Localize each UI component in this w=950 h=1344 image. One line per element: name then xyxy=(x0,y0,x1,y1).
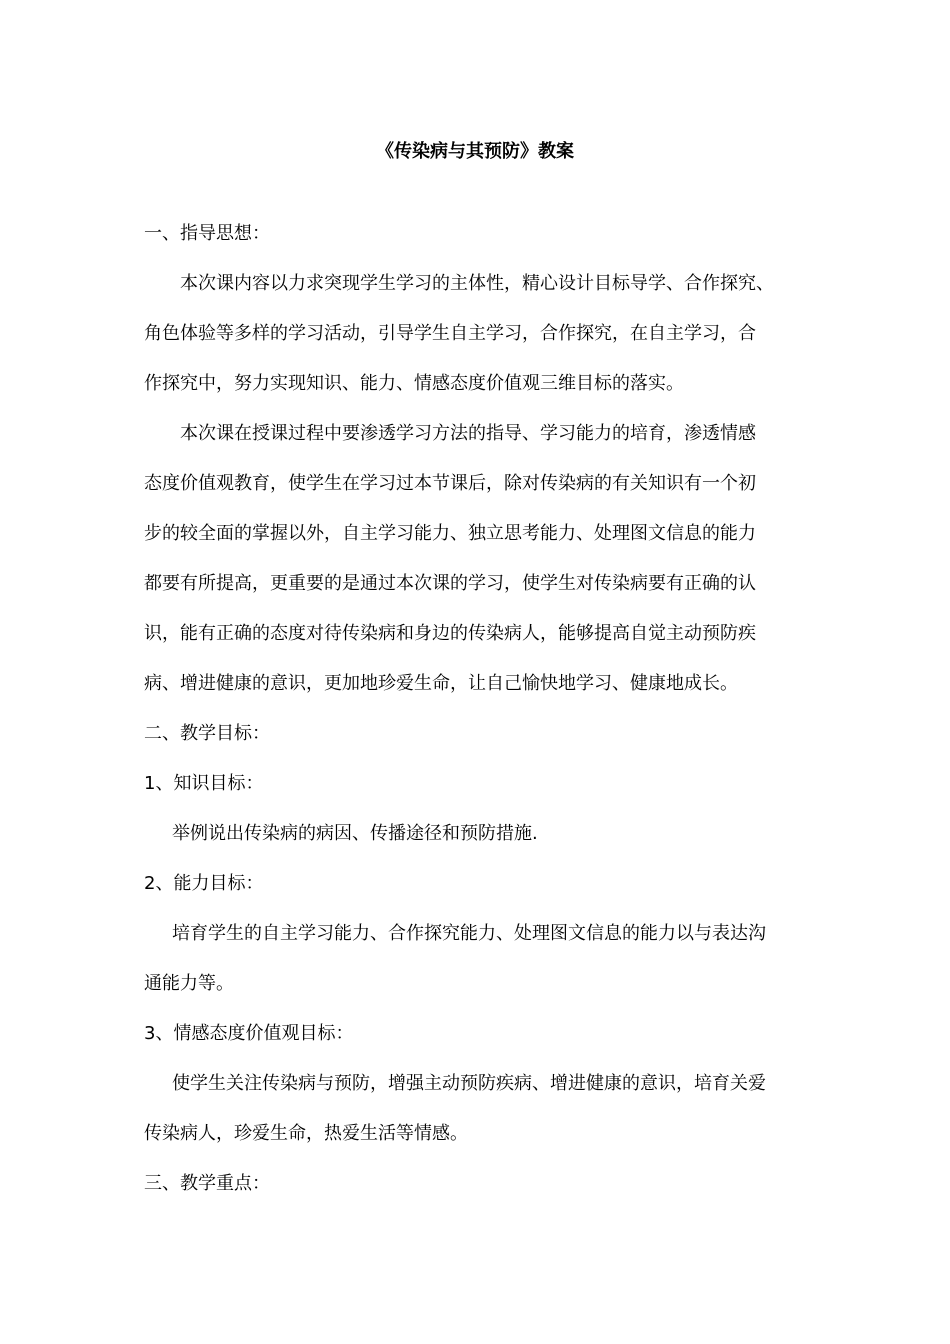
text-line: 举例说出传染病的病因、传播途径和预防措施. xyxy=(172,823,538,844)
subheading-knowledge-goal: 1、知识目标： xyxy=(144,773,264,794)
paragraph-guiding-thought-1 xyxy=(144,259,824,409)
text-line: 病、增进健康的意识，更加地珍爱生命，让自己愉快地学习、健康地成长。 xyxy=(144,673,738,694)
text-line: 都要有所提高，更重要的是通过本次课的学习，使学生对传染病要有正确的认 xyxy=(144,573,756,594)
section-heading-teaching-goals: 二、教学目标： xyxy=(144,723,270,744)
paragraph-knowledge-goal xyxy=(144,809,824,859)
paragraph-guiding-thought-2 xyxy=(144,409,824,709)
text-line: 识，能有正确的态度对待传染病和身边的传染病人，能够提高自觉主动预防疾 xyxy=(144,623,756,644)
text-line: 步的较全面的掌握以外，自主学习能力、独立思考能力、处理图文信息的能力 xyxy=(144,523,756,544)
text-line: 使学生关注传染病与预防，增强主动预防疾病、增进健康的意识，培育关爱 xyxy=(172,1073,766,1094)
text-line: 作探究中，努力实现知识、能力、情感态度价值观三维目标的落实。 xyxy=(144,373,684,394)
text-line: 培育学生的自主学习能力、合作探究能力、处理图文信息的能力以与表达沟 xyxy=(172,923,766,944)
section-heading-teaching-focus: 三、教学重点： xyxy=(144,1173,270,1194)
text-line: 本次课内容以力求突现学生学习的主体性，精心设计目标导学、合作探究、 xyxy=(180,273,774,294)
text-line: 通能力等。 xyxy=(144,973,234,994)
document-body xyxy=(144,209,824,1209)
text-line: 传染病人，珍爱生命，热爱生活等情感。 xyxy=(144,1123,468,1144)
text-line: 角色体验等多样的学习活动，引导学生自主学习，合作探究，在自主学习，合 xyxy=(144,323,756,344)
subheading-attitude-goal: 3、情感态度价值观目标： xyxy=(144,1023,354,1044)
text-line: 本次课在授课过程中要渗透学习方法的指导、学习能力的培育，渗透情感 xyxy=(180,423,756,444)
paragraph-ability-goal xyxy=(144,909,824,1009)
document-title: 《传染病与其预防》教案 xyxy=(376,141,574,162)
paragraph-attitude-goal xyxy=(144,1059,824,1159)
section-heading-guiding-thought: 一、指导思想： xyxy=(144,223,270,244)
subheading-ability-goal: 2、能力目标： xyxy=(144,873,264,894)
text-line: 态度价值观教育，使学生在学习过本节课后，除对传染病的有关知识有一个初 xyxy=(144,473,756,494)
